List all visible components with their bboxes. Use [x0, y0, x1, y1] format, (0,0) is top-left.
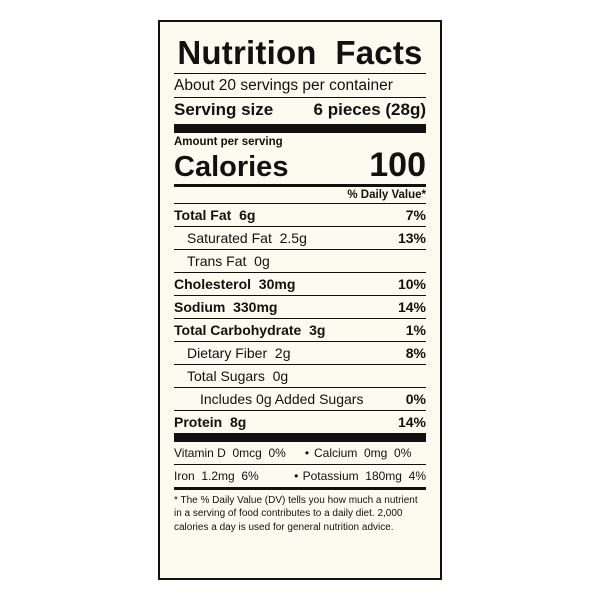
nutrient-row-sodium — [174, 295, 426, 318]
nutrient-dv: 0% — [405, 390, 426, 407]
daily-value-header: % Daily Value* — [347, 188, 426, 201]
nutrient-dv: 10% — [397, 275, 426, 292]
potassium-value: Potassium 180mg 4% — [302, 468, 426, 483]
separator-dot-icon: • — [304, 445, 310, 460]
nutrient-name: Includes 0g Added Sugars — [200, 390, 364, 407]
calories-label: Calories — [174, 150, 289, 183]
nutrient-row-trans-fat — [174, 249, 426, 272]
nutrient-name: Total Carbohydrate 3g — [174, 321, 326, 338]
nutrient-name: Trans Fat 0g — [187, 252, 270, 269]
nutrient-name: Total Sugars 0g — [187, 367, 289, 384]
nutrient-dv: 14% — [397, 413, 426, 430]
nutrient-dv: 7% — [405, 206, 426, 223]
nutrient-name: Sodium 330mg — [174, 298, 278, 315]
nutrient-row-saturated-fat — [174, 226, 426, 249]
serving-size-value: 6 pieces (28g) — [313, 99, 426, 119]
nutrient-dv: 8% — [405, 344, 426, 361]
calories-row — [174, 145, 426, 184]
iron-value: Iron 1.2mg 6% — [174, 468, 259, 483]
nutrient-name: Saturated Fat 2.5g — [187, 229, 307, 246]
nutrient-row-protein — [174, 410, 426, 433]
nutrient-row-dietary-fiber — [174, 341, 426, 364]
vitamin-d-value: Vitamin D 0mcg 0% — [174, 445, 286, 460]
nutrient-name: Protein 8g — [174, 413, 247, 430]
vitamin-row — [174, 442, 426, 464]
nutrition-facts-panel — [158, 20, 442, 580]
nutrient-name: Cholesterol 30mg — [174, 275, 296, 292]
nutrient-row-total-sugars — [174, 364, 426, 387]
nutrient-row-added-sugars — [174, 387, 426, 410]
calcium-value: Calcium 0mg 0% — [314, 445, 412, 460]
calories-value: 100 — [369, 145, 426, 184]
separator-dot-icon: • — [294, 468, 299, 483]
nutrient-dv: 1% — [405, 321, 426, 338]
nutrient-row-total-fat — [174, 203, 426, 226]
amount-per-serving-label: Amount per serving — [174, 135, 283, 148]
nutrient-dv: 14% — [397, 298, 426, 315]
vitamin-row — [174, 464, 426, 487]
nutrition-facts-title: Nutrition Facts — [177, 34, 423, 71]
serving-size-row — [174, 98, 426, 124]
nutrient-name: Dietary Fiber 2g — [187, 344, 291, 361]
servings-per-container: About 20 servings per container — [174, 76, 393, 94]
divider-thick-above-vitamins — [174, 433, 426, 442]
nutrient-name: Total Fat 6g — [174, 206, 256, 223]
nutrient-dv: 13% — [397, 229, 426, 246]
divider-thick-above-calories — [174, 124, 426, 133]
vitamins-section — [174, 442, 426, 487]
nutrient-row-total-carbohydrate — [174, 318, 426, 341]
nutrient-row-cholesterol — [174, 272, 426, 295]
serving-size-label: Serving size — [174, 99, 274, 119]
daily-value-footnote: * The % Daily Value (DV) tells you how much a nutrient in a serving of food contributes to a daily diet. 2,000 calories a day is used for general nutrition advice. — [174, 494, 418, 533]
